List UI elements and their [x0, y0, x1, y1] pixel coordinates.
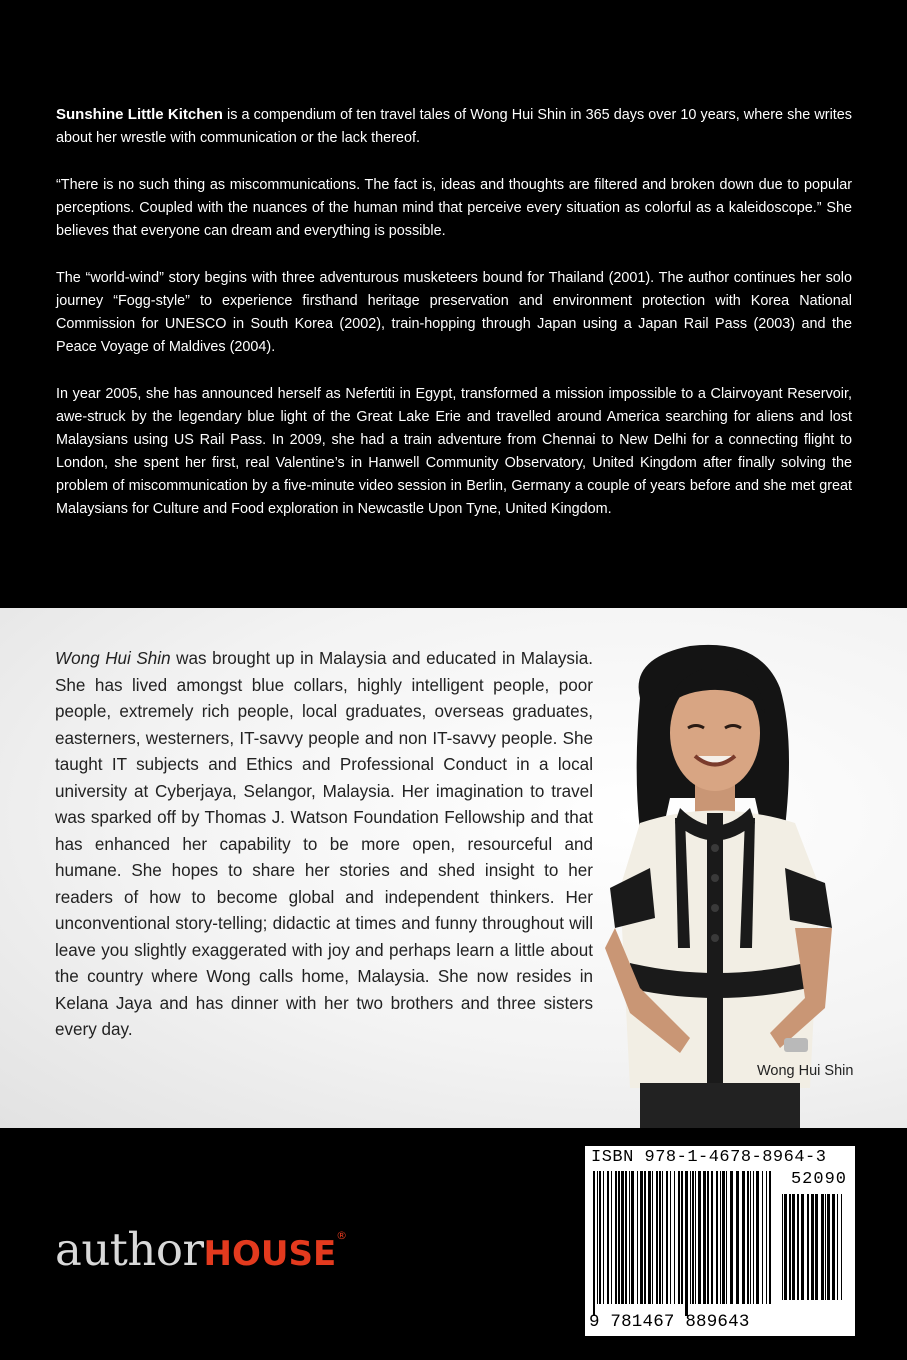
barcode-bar	[825, 1194, 826, 1300]
author-bio-text: was brought up in Malaysia and educated in Malaysia. She has lived amongst blue collars, highly intelligent people, poor people, extremely rich people, local graduates, overseas graduates, easterners, westerners, IT-savvy people and non IT-savvy people. She taught IT subjects and Ethics and Professional Conduct in a local university at Cyberjaya, Selangor, Malaysia. Her imagination to travel was sparked off by Thomas J. Watson Foundation Fellowship and that has enhanced her capability to be more open, resourceful and humane. She hopes to share her stories and shed insight to her readers of how to become global and independent thinkers. Her unconventional story-telling; didactic at times and funny throughout will leave you slightly exaggerated with joy and perhaps learn a little about the country where Wong calls home, Malaysia. She now resides in Kelana Jaya and has dinner with her two brothers and three sisters every day.	[55, 649, 593, 1039]
barcode-bar	[832, 1194, 835, 1300]
barcode-bar	[611, 1171, 612, 1304]
ean13-bars	[593, 1171, 775, 1316]
barcode-bar	[756, 1171, 759, 1304]
description-paragraph-1: Sunshine Little Kitchen is a compendium of ten travel tales of Wong Hui Shin in 365 days over 10 years, where she writes about her wrestle with communication or the lack thereof.	[56, 106, 852, 146]
description-panel	[0, 0, 907, 608]
book-title: Sunshine Little Kitchen	[56, 106, 223, 123]
barcode-bar	[662, 1171, 663, 1304]
barcode-bar	[659, 1171, 661, 1304]
isbn-barcode	[585, 1146, 855, 1336]
price-bars	[782, 1194, 846, 1312]
description-paragraph-2: “There is no such thing as miscommunications. The fact is, ideas and thoughts are filtered and broken down due to popular perceptions. Coupled with the nuances of the human mind that perceive every situation as colorful as a kaleidoscope.” She believes that everyone can dream and everything is possible.	[56, 177, 852, 239]
barcode-bar	[631, 1171, 634, 1304]
publisher-panel	[0, 1128, 907, 1360]
barcode-bar	[678, 1171, 680, 1304]
barcode-bar	[807, 1194, 809, 1300]
author-bio	[55, 646, 593, 1044]
barcode-bar	[603, 1171, 604, 1304]
barcode-bar	[690, 1171, 691, 1304]
barcode-bar	[711, 1171, 713, 1304]
barcode-bar	[607, 1171, 609, 1304]
barcode-bar	[685, 1171, 688, 1316]
barcode-bar	[621, 1171, 624, 1304]
description-paragraph-4: In year 2005, she has announced herself as Nefertiti in Egypt, transformed a mission impossible to a Clairvoyant Reservoir, awe-struck by the legendary blue light of the Great Lake Erie and travelled around America searching for aliens and lost Malaysians using US Rail Pass. In 2009, she had a train adventure from Chennai to New Delhi for a connecting flight to London, she spent her first, real Valentine’s in Hanwell Community Observatory, United Kingdom after finally solving the problem of miscommunication by a five-minute video session in Berlin, Germany a couple of years before and she met great Malaysians for Culture and Food exploration in Newcastle Upon Tyne, United Kingdom.	[56, 386, 852, 517]
barcode-bar	[625, 1171, 627, 1304]
barcode-bar	[722, 1171, 725, 1304]
photo-caption: Wong Hui Shin	[757, 1063, 854, 1079]
isbn-digits: 9 781467 889643	[589, 1312, 750, 1332]
barcode-bar	[747, 1171, 749, 1304]
barcode-bar	[837, 1194, 838, 1300]
barcode-bar	[593, 1171, 595, 1316]
barcode-bar	[782, 1194, 783, 1300]
barcode-bar	[797, 1194, 799, 1300]
barcode-bar	[666, 1171, 668, 1304]
barcode-bar	[640, 1171, 643, 1304]
barcode-bar	[652, 1171, 653, 1304]
barcode-bar	[637, 1171, 638, 1304]
barcode-bar	[656, 1171, 658, 1304]
barcode-bar	[827, 1194, 830, 1300]
barcode-bar	[726, 1171, 727, 1304]
barcode-bar	[629, 1171, 630, 1304]
barcode-bar	[801, 1194, 804, 1300]
author-bio-panel	[0, 608, 907, 1128]
barcode-bar	[769, 1171, 771, 1304]
barcode-bar	[784, 1194, 787, 1300]
barcode-bar	[695, 1171, 696, 1304]
barcode-bar	[730, 1171, 733, 1304]
barcode-bar	[736, 1171, 739, 1304]
barcode-bar	[703, 1171, 706, 1304]
barcode-bar	[615, 1171, 617, 1304]
barcode-bar	[750, 1171, 751, 1304]
barcode-bar	[597, 1171, 598, 1304]
author-photo	[570, 628, 870, 1128]
description-paragraph-3: The “world-wind” story begins with three adventurous musketeers bound for Thailand (2001). The author continues her solo journey “Fogg-style” to experience firsthand heritage preservation and environment protection with Korea National Commission for UNESCO in South Korea (2002), train-hopping through Japan using a Japan Rail Pass (2003) and the Peace Voyage of Maldives (2004).	[56, 270, 852, 355]
barcode-bar	[792, 1194, 795, 1300]
authorhouse-logo: authorHOUSE®	[55, 1223, 347, 1276]
barcode-bar	[692, 1171, 694, 1304]
barcode-bar	[707, 1171, 709, 1304]
barcode-bar	[753, 1171, 754, 1304]
barcode-bar	[789, 1194, 791, 1300]
isbn-label: ISBN 978-1-4678-8964-3	[591, 1148, 827, 1167]
barcode-bar	[811, 1194, 814, 1300]
barcode-bar	[681, 1171, 683, 1304]
barcode-bar	[815, 1194, 818, 1300]
barcode-bar	[766, 1171, 767, 1304]
barcode-bar	[698, 1171, 701, 1304]
barcode-bar	[716, 1171, 718, 1304]
barcode-bar	[841, 1194, 842, 1300]
barcode-bar	[821, 1194, 824, 1300]
barcode-bar	[762, 1171, 763, 1304]
description-text	[56, 103, 852, 521]
barcode-bar	[618, 1171, 620, 1304]
barcode-bar	[599, 1171, 601, 1304]
price-code: 52090	[790, 1170, 847, 1189]
barcode-bar	[674, 1171, 675, 1304]
barcode-bar	[670, 1171, 671, 1304]
barcode-bar	[742, 1171, 745, 1304]
author-name: Wong Hui Shin	[55, 649, 171, 668]
barcode-bar	[720, 1171, 721, 1304]
barcode-bar	[648, 1171, 651, 1304]
barcode-bar	[644, 1171, 646, 1304]
